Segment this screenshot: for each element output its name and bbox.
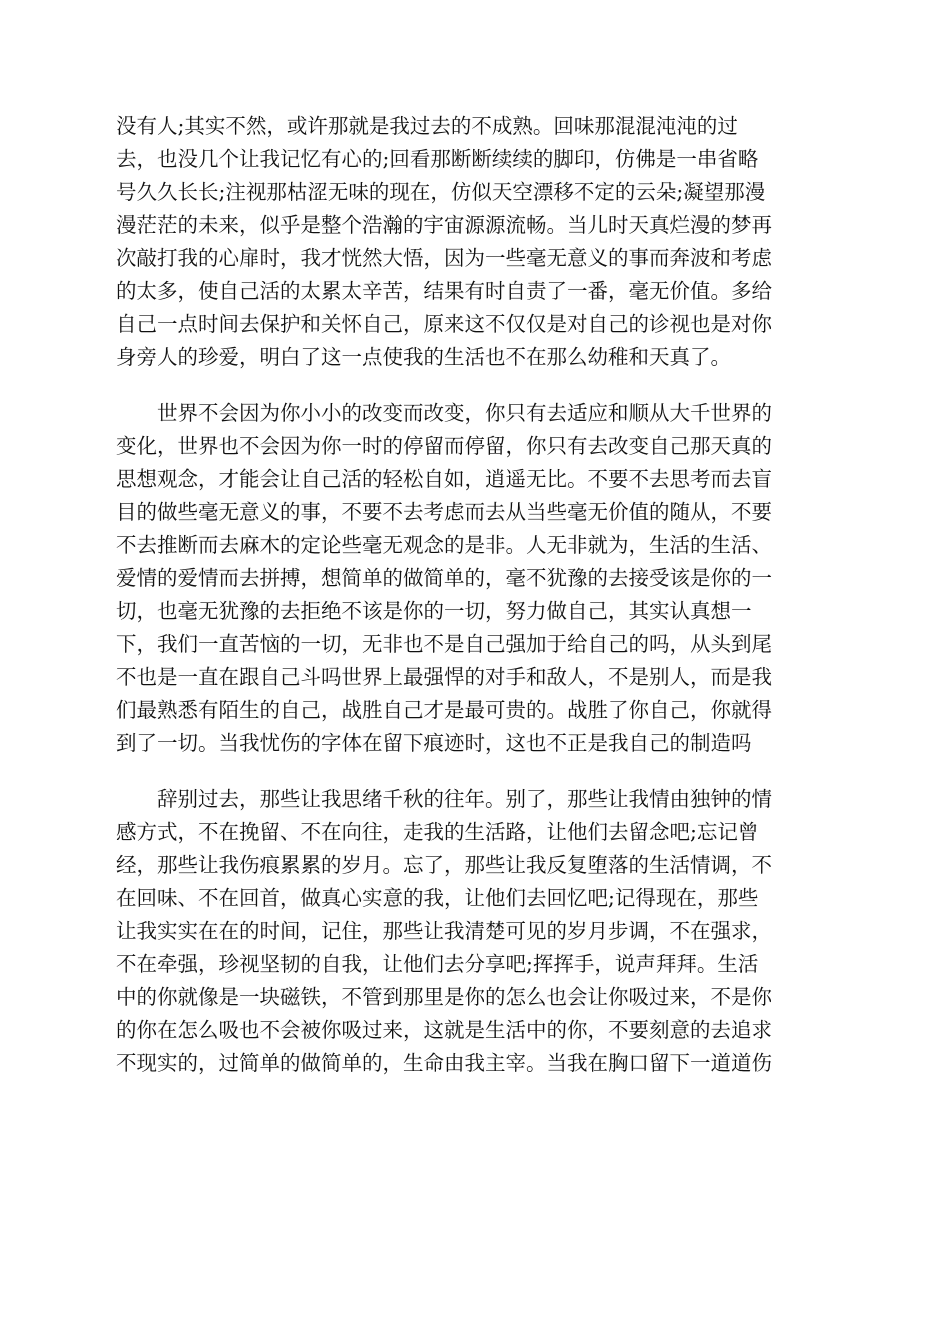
text-line: 到了一切。当我忧伤的字体在留下痕迹时，这也不正是我自己的制造吗 xyxy=(116,731,752,755)
text-line: 切，也毫无犹豫的去拒绝不该是你的一切，努力做自己，其实认真想一 xyxy=(116,599,752,623)
text-line: 让我实实在在的时间，记住，那些让我清楚可见的岁月步调，不在强求， xyxy=(116,919,772,943)
text-line: 漫茫茫的未来，似乎是整个浩瀚的宇宙源源流畅。当儿时天真烂漫的梦再 xyxy=(116,213,772,237)
text-line: 思想观念，才能会让自己活的轻松自如，逍遥无比。不要不去思考而去盲 xyxy=(116,467,772,491)
paragraph-2 xyxy=(116,397,836,760)
text-line: 的太多，使自己活的太累太辛苦，结果有时自责了一番，毫无价值。多给 xyxy=(116,279,772,303)
text-line: 中的你就像是一块磁铁，不管到那里是你的怎么也会让你吸过来，不是你 xyxy=(116,985,772,1009)
text-line: 辞别过去，那些让我思绪千秋的往年。别了，那些让我情由独钟的情 xyxy=(116,787,772,811)
text-line: 去，也没几个让我记忆有心的;回看那断断续续的脚印，仿佛是一串省略 xyxy=(116,147,759,171)
text-line: 自己一点时间去保护和关怀自己，原来这不仅仅是对自己的诊视也是对你 xyxy=(116,312,772,336)
text-line: 次敲打我的心扉时，我才恍然大悟，因为一些毫无意义的事而奔波和考虑 xyxy=(116,246,772,270)
text-line: 世界不会因为你小小的改变而改变，你只有去适应和顺从大千世界的 xyxy=(116,401,772,425)
text-line: 经，那些让我伤痕累累的岁月。忘了，那些让我反复堕落的生活情调，不 xyxy=(116,853,772,877)
text-line: 下，我们一直苦恼的一切，无非也不是自己强加于给自己的吗，从头到尾 xyxy=(116,632,772,656)
text-line: 不在牵强，珍视坚韧的自我，让他们去分享吧;挥挥手，说声拜拜。生活 xyxy=(116,952,759,976)
text-line: 不去推断而去麻木的定论些毫无观念的是非。人无非就为，生活的生活、 xyxy=(116,533,772,557)
text-line: 爱情的爱情而去拼搏，想简单的做简单的，毫不犹豫的去接受该是你的一 xyxy=(116,566,772,590)
text-line: 号久久长长;注视那枯涩无味的现在，仿似天空漂移不定的云朵;凝望那漫 xyxy=(116,180,766,204)
paragraph-3 xyxy=(116,783,836,1080)
text-line: 没有人;其实不然，或许那就是我过去的不成熟。回味那混混沌沌的过 xyxy=(116,114,738,138)
text-line: 身旁人的珍爱，明白了这一点使我的生活也不在那么幼稚和天真了。 xyxy=(116,345,731,369)
paragraph-1 xyxy=(116,110,836,374)
text-line: 不也是一直在跟自己斗吗世界上最强悍的对手和敌人，不是别人，而是我 xyxy=(116,665,772,689)
text-line: 变化，世界也不会因为你一时的停留而停留，你只有去改变自己那天真的 xyxy=(116,434,772,458)
document-page xyxy=(116,110,836,1103)
text-line: 在回味、不在回首，做真心实意的我，让他们去回忆吧;记得现在，那些 xyxy=(116,886,759,910)
text-line: 目的做些毫无意义的事，不要不去考虑而去从当些毫无价值的随从，不要 xyxy=(116,500,772,524)
text-line: 感方式，不在挽留、不在向往，走我的生活路，让他们去留念吧;忘记曾 xyxy=(116,820,759,844)
text-line: 不现实的，过简单的做简单的，生命由我主宰。当我在胸口留下一道道伤 xyxy=(116,1051,772,1075)
text-line: 们最熟悉有陌生的自己，战胜自己才是最可贵的。战胜了你自己，你就得 xyxy=(116,698,772,722)
text-line: 的你在怎么吸也不会被你吸过来，这就是生活中的你，不要刻意的去追求 xyxy=(116,1018,772,1042)
